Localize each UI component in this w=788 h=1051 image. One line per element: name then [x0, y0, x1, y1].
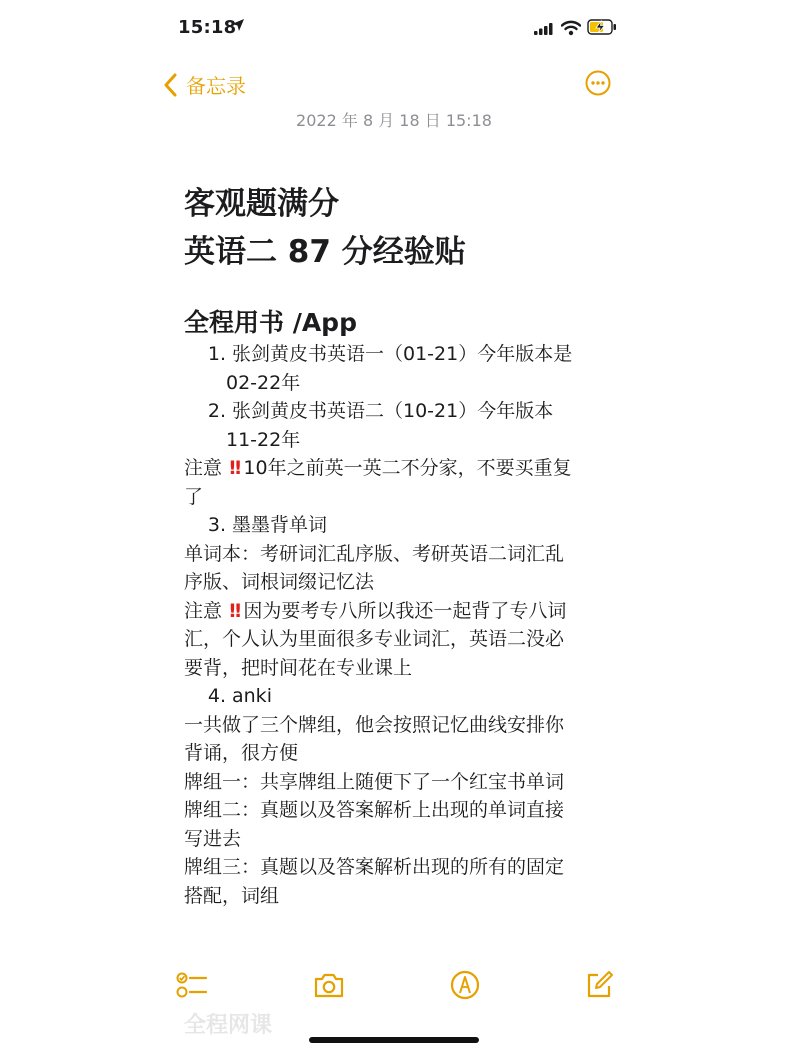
compose-icon[interactable]: [584, 970, 614, 1000]
warning-prefix: 注意: [184, 599, 223, 622]
pen-circle-icon[interactable]: [450, 970, 480, 1000]
status-time: 15:18: [178, 17, 237, 38]
wifi-icon: [561, 20, 581, 36]
text-line: 背诵，很方便: [184, 742, 299, 764]
checklist-icon[interactable]: [176, 970, 208, 1000]
battery-charging-icon: [587, 19, 617, 35]
list-number: 1.: [207, 343, 226, 365]
list-number: 2.: [207, 400, 226, 422]
warning-line: [184, 454, 624, 483]
title-line-2: 英语二 87 分经验贴: [184, 234, 466, 270]
list-text: anki: [232, 685, 272, 707]
list-item-continuation: 11-22年: [226, 428, 301, 451]
warning-text: 因为要考专八所以我还一起背了专八词: [243, 599, 567, 622]
list-text: 墨墨背单词: [232, 514, 328, 536]
warning-prefix: 注意: [184, 457, 223, 479]
note-title[interactable]: [184, 180, 466, 276]
list-text: 张剑黄皮书英语二（10-21）今年版本: [232, 400, 554, 422]
list-item: [184, 397, 624, 426]
warning-line: [184, 597, 624, 626]
list-number: 4.: [207, 685, 226, 707]
double-exclamation-icon: !!: [228, 457, 240, 479]
list-text: 张剑黄皮书英语一（01-21）今年版本是: [232, 343, 573, 365]
note-date: 2022 年 8 月 18 日 15:18: [296, 111, 492, 130]
back-button[interactable]: [164, 70, 246, 99]
list-item: [184, 340, 624, 369]
text-line: 汇，个人认为里面很多专业词汇，英语二没必: [184, 628, 565, 650]
text-line: 序版、词根词缀记忆法: [184, 571, 375, 593]
text-line: 写进去: [184, 827, 242, 850]
double-exclamation-icon: !!: [228, 599, 240, 622]
faded-heading: 全程网课: [184, 1013, 273, 1038]
text-line: 要背，把时间花在专业课上: [184, 656, 413, 679]
camera-icon[interactable]: [313, 970, 345, 1000]
list-item-continuation: 02-22年: [226, 371, 301, 394]
list-item: [184, 682, 624, 711]
location-arrow-icon: [231, 18, 245, 32]
back-label: 备忘录: [186, 74, 246, 98]
text-line: 搭配，词组: [184, 884, 280, 907]
text-line: 牌组二：真题以及答案解析上出现的单词直接: [184, 799, 565, 821]
text-line: 牌组一：共享牌组上随便下了一个红宝书单词: [184, 770, 565, 793]
note-body[interactable]: [184, 340, 624, 910]
text-line: 了: [184, 485, 204, 508]
text-line: 牌组三：真题以及答案解析出现的所有的固定: [184, 856, 565, 878]
text-line: 一共做了三个牌组，他会按照记忆曲线安排你: [184, 713, 565, 736]
text-line: 单词本：考研词汇乱序版、考研英语二词汇乱: [184, 542, 565, 565]
home-indicator[interactable]: [309, 1037, 479, 1043]
warning-text: 10年之前英一英二不分家，不要买重复: [243, 457, 572, 479]
ellipsis-circle-icon[interactable]: [585, 70, 611, 96]
section-heading: 全程用书 /App: [184, 308, 357, 337]
cellular-signal-icon: [534, 23, 554, 35]
list-item: [184, 511, 624, 540]
title-line-1: 客观题满分: [184, 186, 339, 222]
list-number: 3.: [207, 514, 226, 536]
chevron-left-icon: [164, 73, 178, 97]
